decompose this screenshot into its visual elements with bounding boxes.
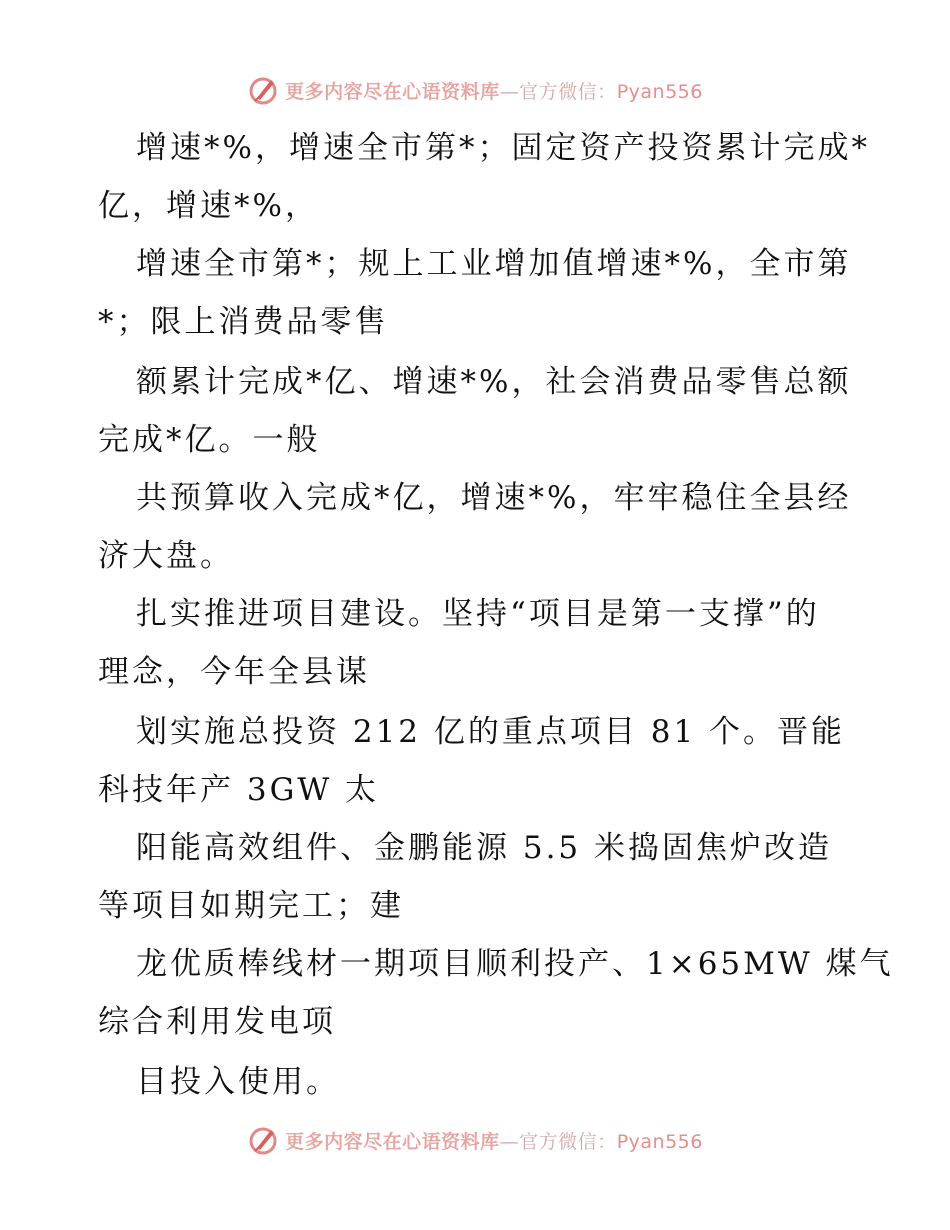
watermark-site-name: 更多内容尽在心语资料库 — [285, 80, 500, 103]
text-line: 共预算收入完成*亿，增速*%，牢牢稳住全县经 — [136, 480, 852, 516]
text-line: *；限上消费品零售 — [98, 304, 389, 340]
footer-watermark — [0, 1122, 950, 1158]
watermark-site-name: 更多内容尽在心语资料库 — [285, 1130, 500, 1153]
quill-logo-icon — [247, 74, 279, 106]
watermark-dash: — — [499, 1130, 520, 1153]
text-line: 亿，增速*%， — [98, 188, 319, 224]
text-line: 扎实推进项目建设。坚持“项目是第一支撑”的 — [136, 596, 820, 632]
text-line: 阳能高效组件、金鹏能源 5.5 米捣固焦炉改造 — [136, 830, 833, 866]
text-line: 增速全市第*；规上工业增加值增速*%，全市第 — [136, 246, 852, 282]
text-line: 划实施总投资 212 亿的重点项目 81 个。晋能 — [136, 714, 846, 750]
text-line: 综合利用发电项 — [98, 1004, 336, 1040]
text-line: 济大盘。 — [98, 538, 234, 574]
text-line: 额累计完成*亿、增速*%，社会消费品零售总额 — [136, 364, 852, 400]
text-line: 龙优质棒线材一期项目顺利投产、1×65MW 煤气 — [136, 946, 894, 982]
watermark-official-label: 官方微信： — [519, 80, 617, 103]
watermark-text — [285, 77, 703, 104]
text-line: 科技年产 3GW 太 — [98, 772, 380, 808]
watermark-official-label: 官方微信： — [519, 1130, 617, 1153]
text-line: 完成*亿。一般 — [98, 422, 321, 458]
text-line: 目投入使用。 — [136, 1064, 340, 1100]
watermark-text — [285, 1127, 703, 1154]
header-watermark — [0, 72, 950, 108]
text-line: 理念，今年全县谋 — [98, 654, 370, 690]
watermark-wechat-id: Pyan556 — [616, 80, 703, 103]
text-line: 等项目如期完工；建 — [98, 888, 404, 924]
text-line: 增速*%，增速全市第*；固定资产投资累计完成* — [136, 130, 870, 166]
quill-logo-icon — [247, 1124, 279, 1156]
watermark-wechat-id: Pyan556 — [616, 1130, 703, 1153]
watermark-dash: — — [499, 80, 520, 103]
